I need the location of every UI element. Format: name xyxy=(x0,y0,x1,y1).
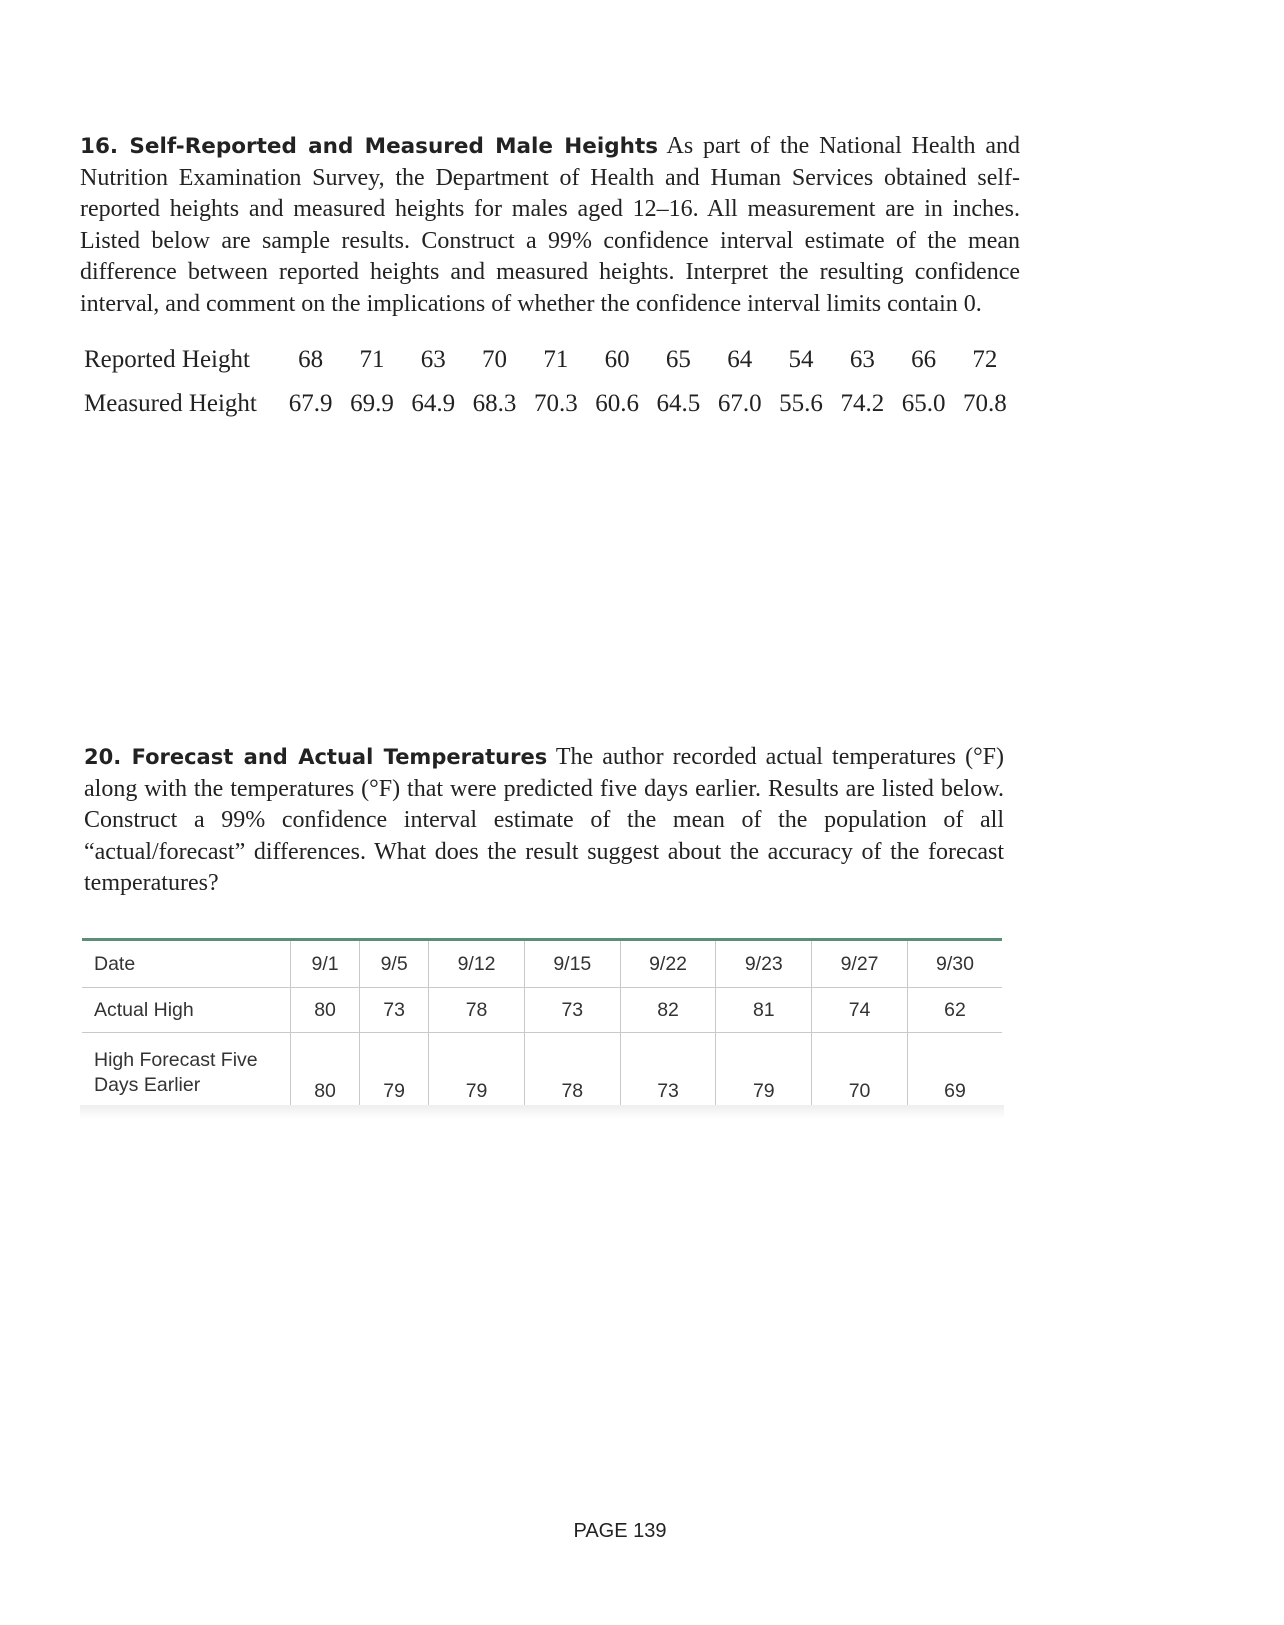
forecast-cell: 69 xyxy=(907,1033,1002,1115)
forecast-cell: 79 xyxy=(716,1033,812,1115)
measured-value: 74.2 xyxy=(840,390,885,417)
reported-value: 72 xyxy=(972,346,998,373)
actual-high-cell: 73 xyxy=(524,988,620,1033)
actual-high-cell: 74 xyxy=(812,988,908,1033)
actual-high-cell: 78 xyxy=(429,988,525,1033)
reported-value: 65 xyxy=(665,346,691,373)
page-number: PAGE 139 xyxy=(573,1520,667,1542)
reported-value: 66 xyxy=(911,346,937,373)
problem-16 xyxy=(80,131,1020,320)
date-cell: 9/27 xyxy=(812,940,908,988)
forecast-cell: 73 xyxy=(620,1033,716,1115)
forecast-label: High Forecast Five Days Earlier xyxy=(82,1033,291,1115)
reported-value: 71 xyxy=(543,346,569,373)
forecast-cell: 70 xyxy=(812,1033,908,1115)
reported-value: 70 xyxy=(482,346,508,373)
reported-value: 68 xyxy=(298,346,324,373)
date-cell: 9/22 xyxy=(620,940,716,988)
measured-value: 70.8 xyxy=(963,390,1007,417)
forecast-cell: 79 xyxy=(360,1033,429,1115)
problem-20-heading: 20. Forecast and Actual Temperatures xyxy=(84,745,548,769)
heights-table xyxy=(84,338,1016,426)
temperature-table xyxy=(82,938,1002,1116)
measured-value: 55.6 xyxy=(779,390,823,417)
date-cell: 9/1 xyxy=(291,940,360,988)
problem-16-body: As part of the National Health and Nutrition Examination Survey, the Department of Health and Human Services obtained self-reported heights and measured heights for males aged 12–16. All measurement are in inches. Listed below are sample results. Construct a 99% confidence interval estimate of the mean difference between reported heights and measured heights. Interpret the resulting confidence interval, and comment on the implications of whether the confidence interval limits contain 0. xyxy=(80,133,1021,317)
forecast-cell: 78 xyxy=(524,1033,620,1115)
measured-value: 65.0 xyxy=(901,390,946,417)
measured-value: 67.0 xyxy=(717,390,762,417)
forecast-cell: 80 xyxy=(291,1033,360,1115)
problem-16-text xyxy=(80,131,1020,320)
date-cell: 9/30 xyxy=(907,940,1002,988)
date-cell: 9/15 xyxy=(524,940,620,988)
forecast-row xyxy=(82,1033,1002,1115)
reported-height-label: Reported Height xyxy=(84,346,250,373)
reported-value: 54 xyxy=(788,346,814,373)
date-cell: 9/23 xyxy=(716,940,812,988)
reported-value: 60 xyxy=(604,346,630,373)
reported-value: 71 xyxy=(359,346,385,373)
date-cell: 9/5 xyxy=(360,940,429,988)
actual-high-cell: 73 xyxy=(360,988,429,1033)
actual-high-row xyxy=(82,988,1002,1033)
problem-20 xyxy=(84,742,1004,900)
date-label: Date xyxy=(94,952,136,975)
date-cell: 9/12 xyxy=(429,940,525,988)
measured-value: 69.9 xyxy=(350,390,394,417)
reported-height-row xyxy=(84,338,1016,382)
problem-20-body: The author recorded actual temperatures (°F) along with the temperatures (°F) that were predicted five days earlier. Results are listed below. Construct a 99% confidence interval estimate of the mean of the population of all “actual/forecast” differences. What does the result suggest about the accuracy of the forecast temperatures? xyxy=(84,744,1005,896)
measured-value: 60.6 xyxy=(595,390,639,417)
measured-height-row xyxy=(84,382,1016,426)
forecast-cell: 79 xyxy=(429,1033,525,1115)
date-row xyxy=(82,940,1002,988)
measured-value: 68.3 xyxy=(472,390,517,417)
reported-value: 64 xyxy=(727,346,753,373)
measured-value: 64.5 xyxy=(656,390,701,417)
measured-value: 70.3 xyxy=(533,390,578,417)
reported-value: 63 xyxy=(420,346,446,373)
actual-high-cell: 81 xyxy=(716,988,812,1033)
reported-value: 63 xyxy=(849,346,875,373)
problem-16-heading: 16. Self-Reported and Measured Male Heights xyxy=(80,134,659,159)
measured-value: 67.9 xyxy=(288,390,333,417)
actual-high-label: Actual High xyxy=(82,988,291,1033)
actual-high-cell: 80 xyxy=(291,988,360,1033)
actual-high-cell: 62 xyxy=(907,988,1002,1033)
actual-high-cell: 82 xyxy=(620,988,716,1033)
measured-height-label: Measured Height xyxy=(84,390,257,417)
measured-value: 64.9 xyxy=(411,390,456,417)
table-shadow xyxy=(80,1105,1004,1119)
problem-20-text xyxy=(84,742,1004,900)
